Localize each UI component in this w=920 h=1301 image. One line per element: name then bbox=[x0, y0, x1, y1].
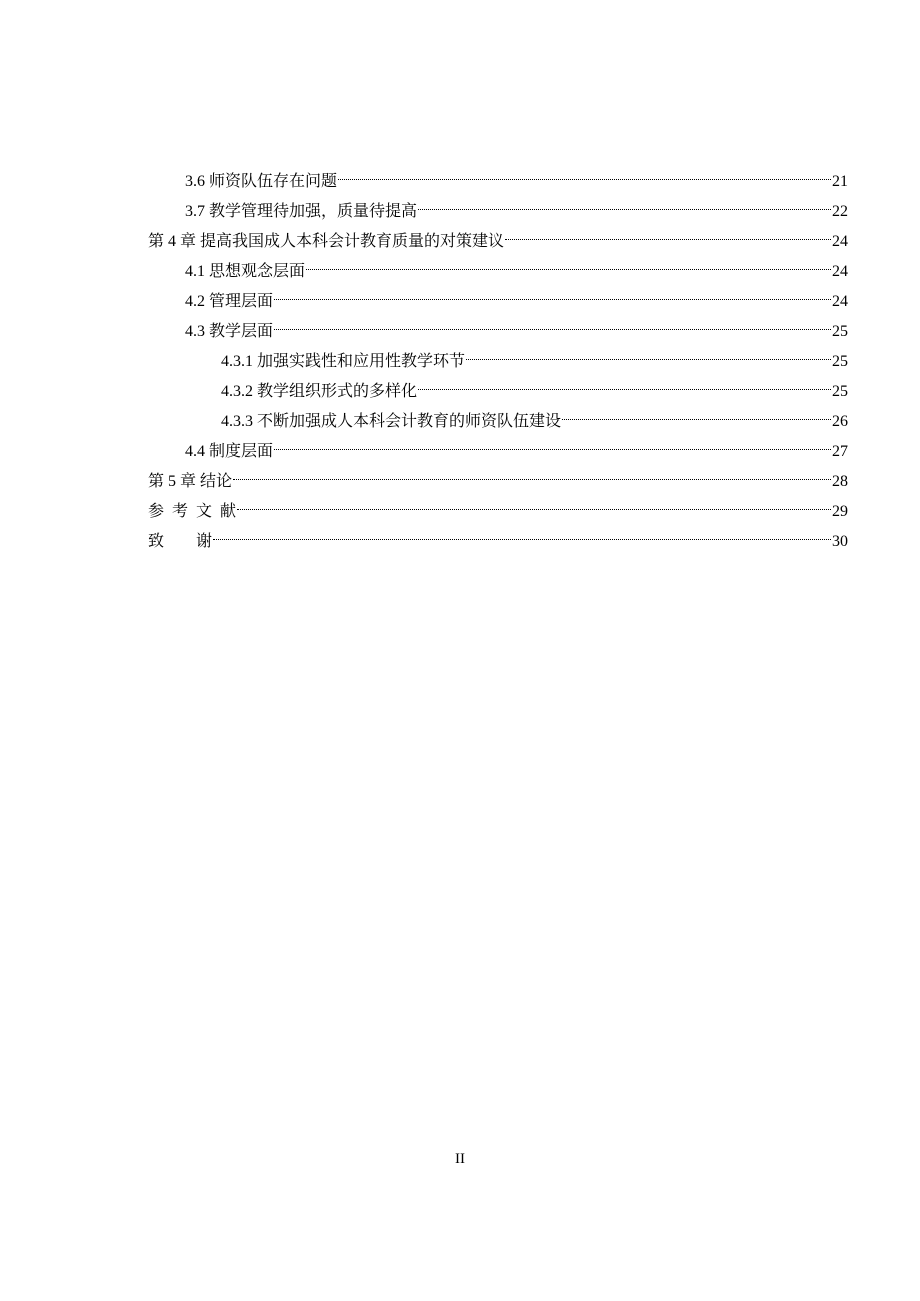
toc-entry[interactable] bbox=[148, 257, 848, 287]
toc-entry-title: 4.3.3 不断加强成人本科会计教育的师资队伍建设 bbox=[221, 413, 562, 430]
toc-leader-dots bbox=[562, 419, 831, 420]
toc-leader-dots bbox=[233, 479, 831, 480]
toc-entry[interactable] bbox=[148, 167, 848, 197]
toc-leader-dots bbox=[306, 269, 831, 270]
toc-entry-title: 4.1 思想观念层面 bbox=[185, 263, 306, 280]
toc-entry-page: 21 bbox=[832, 173, 848, 190]
toc-entry[interactable] bbox=[148, 317, 848, 347]
toc-entry[interactable] bbox=[148, 377, 848, 407]
toc-entry-page: 25 bbox=[832, 383, 848, 400]
toc-entry-page: 24 bbox=[832, 293, 848, 310]
toc-leader-dots bbox=[237, 509, 831, 510]
toc-entry-page: 28 bbox=[832, 473, 848, 490]
toc-entry-page: 24 bbox=[832, 263, 848, 280]
toc-entry[interactable] bbox=[148, 407, 848, 437]
table-of-contents bbox=[148, 167, 848, 557]
toc-entry[interactable] bbox=[148, 437, 848, 467]
toc-leader-dots bbox=[466, 359, 831, 360]
toc-leader-dots bbox=[418, 389, 831, 390]
toc-leader-dots bbox=[505, 239, 831, 240]
toc-entry-title: 3.6 师资队伍存在问题 bbox=[185, 173, 338, 190]
toc-entry[interactable] bbox=[148, 227, 848, 257]
toc-entry-title: 第 5 章 结论 bbox=[148, 473, 233, 490]
page-number: II bbox=[455, 1151, 465, 1167]
toc-entry[interactable] bbox=[148, 287, 848, 317]
toc-entry-page: 22 bbox=[832, 203, 848, 220]
toc-entry-title: 4.3.2 教学组织形式的多样化 bbox=[221, 383, 418, 400]
toc-leader-dots bbox=[274, 449, 831, 450]
toc-entry-title: 4.4 制度层面 bbox=[185, 443, 274, 460]
toc-leader-dots bbox=[418, 209, 831, 210]
toc-entry-title: 4.2 管理层面 bbox=[185, 293, 274, 310]
toc-entry-title: 参 考 文 献 bbox=[148, 503, 237, 520]
toc-entry[interactable] bbox=[148, 197, 848, 227]
toc-leader-dots bbox=[274, 299, 831, 300]
toc-entry-page: 27 bbox=[832, 443, 848, 460]
toc-entry-page: 24 bbox=[832, 233, 848, 250]
toc-entry[interactable] bbox=[148, 497, 848, 527]
toc-entry-page: 25 bbox=[832, 353, 848, 370]
toc-entry-title: 4.3.1 加强实践性和应用性教学环节 bbox=[221, 353, 466, 370]
toc-leader-dots bbox=[274, 329, 831, 330]
toc-entry[interactable] bbox=[148, 347, 848, 377]
toc-leader-dots bbox=[213, 539, 831, 540]
toc-entry-page: 25 bbox=[832, 323, 848, 340]
toc-entry-page: 30 bbox=[832, 533, 848, 550]
toc-leader-dots bbox=[338, 179, 831, 180]
toc-entry-page: 29 bbox=[832, 503, 848, 520]
toc-entry-title: 致 谢 bbox=[148, 533, 213, 550]
toc-entry-title: 3.7 教学管理待加强，质量待提高 bbox=[185, 203, 418, 220]
toc-entry-title: 第 4 章 提高我国成人本科会计教育质量的对策建议 bbox=[148, 233, 505, 250]
toc-entry[interactable] bbox=[148, 527, 848, 557]
toc-entry-page: 26 bbox=[832, 413, 848, 430]
toc-entry[interactable] bbox=[148, 467, 848, 497]
toc-entry-title: 4.3 教学层面 bbox=[185, 323, 274, 340]
